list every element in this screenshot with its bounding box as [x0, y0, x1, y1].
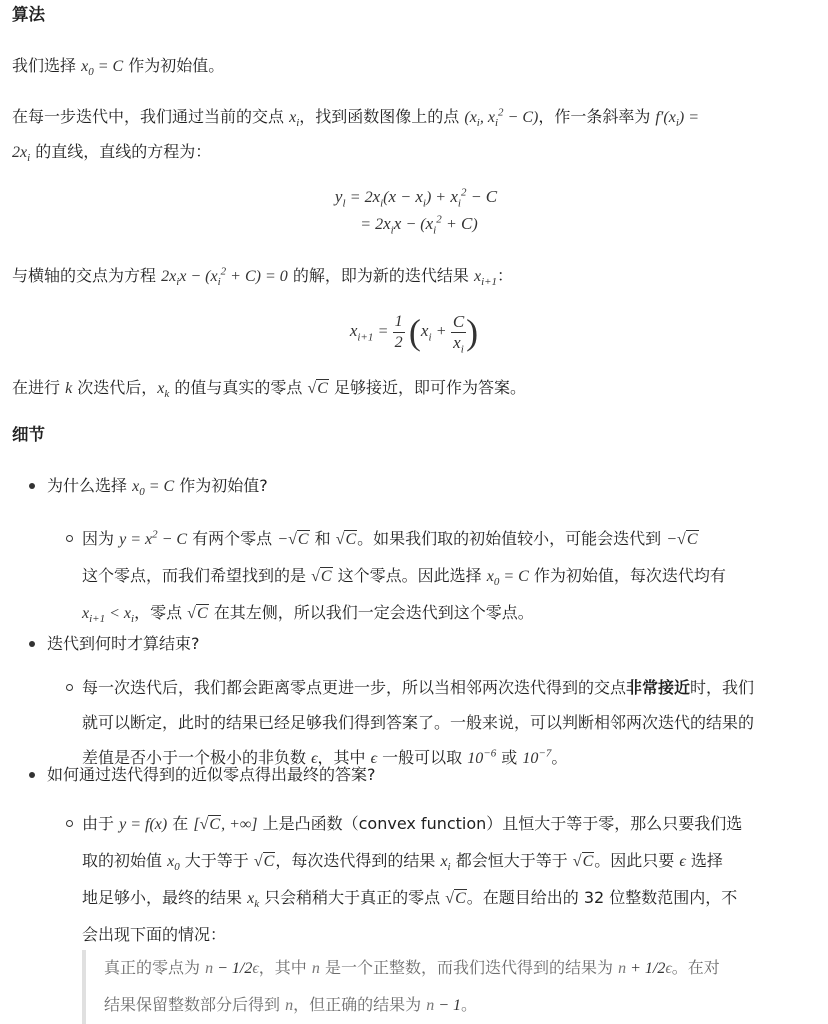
para-root: 与横轴的交点为方程 $2x_ix - (x_i^2 + C) = 0$ 的解，即为新的迭代结果 $x_{i+1}$：: [12, 265, 514, 289]
list-item-when-end: 迭代到何时才算结束?: [47, 626, 817, 662]
para-iteration: 在每一步迭代中，我们通过当前的交点 $x_i$，找到函数图像上的点 ($x_i$, $x_i^2 - C$)，作一条斜率为 $f'(x_i)$ = $2x_i$ 的直线，直线的方程为：: [12, 106, 699, 165]
equation-update: $x_{i+1}$ = $\frac{1}{2}$ ($x_i$ + $\frac{C}{x_i}$ ): [349, 311, 479, 355]
heading-algorithm: 算法: [12, 5, 45, 24]
heading-details: 细节: [12, 425, 45, 444]
list-item-final-answer: 如何通过迭代得到的近似零点得出最终的答案?: [47, 757, 817, 793]
para-initial: 我们选择 $x_0 = C$ 作为初始值。: [12, 56, 225, 79]
list-item-why-initial: 为什么选择 $x_0 = C$ 作为初始值?: [47, 468, 817, 505]
sub-item-termination: 每一次迭代后，我们都会距离零点更进一步，所以当相邻两次迭代得到的交点非常接近时，我们 就可以断定，此时的结果已经足够我们得到答案了。一般来说，可以判断相邻两次迭代的结果的 差值是否小于一个极小的非负数 ϵ，其中 ϵ 一般可以取 $10^{-6}$ 或 $10^{-7}$。: [82, 670, 822, 776]
sub-item-reason: 因为 $y = x^2 - C$ 有两个零点 −√C 和 √C。如果我们取的初始值较小，可能会迭代到 −√C 这个零点，而我们希望找到的是 √C 这个零点。因此选择 $x_0 = C$ 作为初始值，每次迭代均有 $x_{i+1} < x_i$，零点 √C 在其左侧，所以我们一定会迭代到这个零点。: [82, 521, 822, 632]
para-converge: 在进行 k 次迭代后，$x_k$ 的值与真实的零点 √C 足够接近，即可作为答案。: [12, 378, 527, 401]
sub-item-convexity: 由于 y = f(x) 在 [√C, +∞] 上是凸函数（convex function）且恒大于等于零，那么只要我们选 取的初始值 $x_0$ 大于等于 √C，每次迭代得到的结果 $x_i$ 都会恒大于等于 √C。因此只要 ϵ 选择 地足够小，最终的结果 $x_k$ 只会稍稍大于真正的零点 √C。在题目给出的 32 位整数范围内，不 会出现下面的情况：: [82, 806, 822, 953]
blockquote-case: 真正的零点为 n − 1/2ϵ，其中 n 是一个正整数，而我们迭代得到的结果为 n + 1/2ϵ。在对 结果保留整数部分后得到 n，但正确的结果为 n − 1。: [82, 950, 828, 1024]
equation-line: $y_l = 2x_i(x - x_i) + x_i^2 - C$ = $2x_ix - (x_i^2 + C)$: [334, 186, 498, 237]
